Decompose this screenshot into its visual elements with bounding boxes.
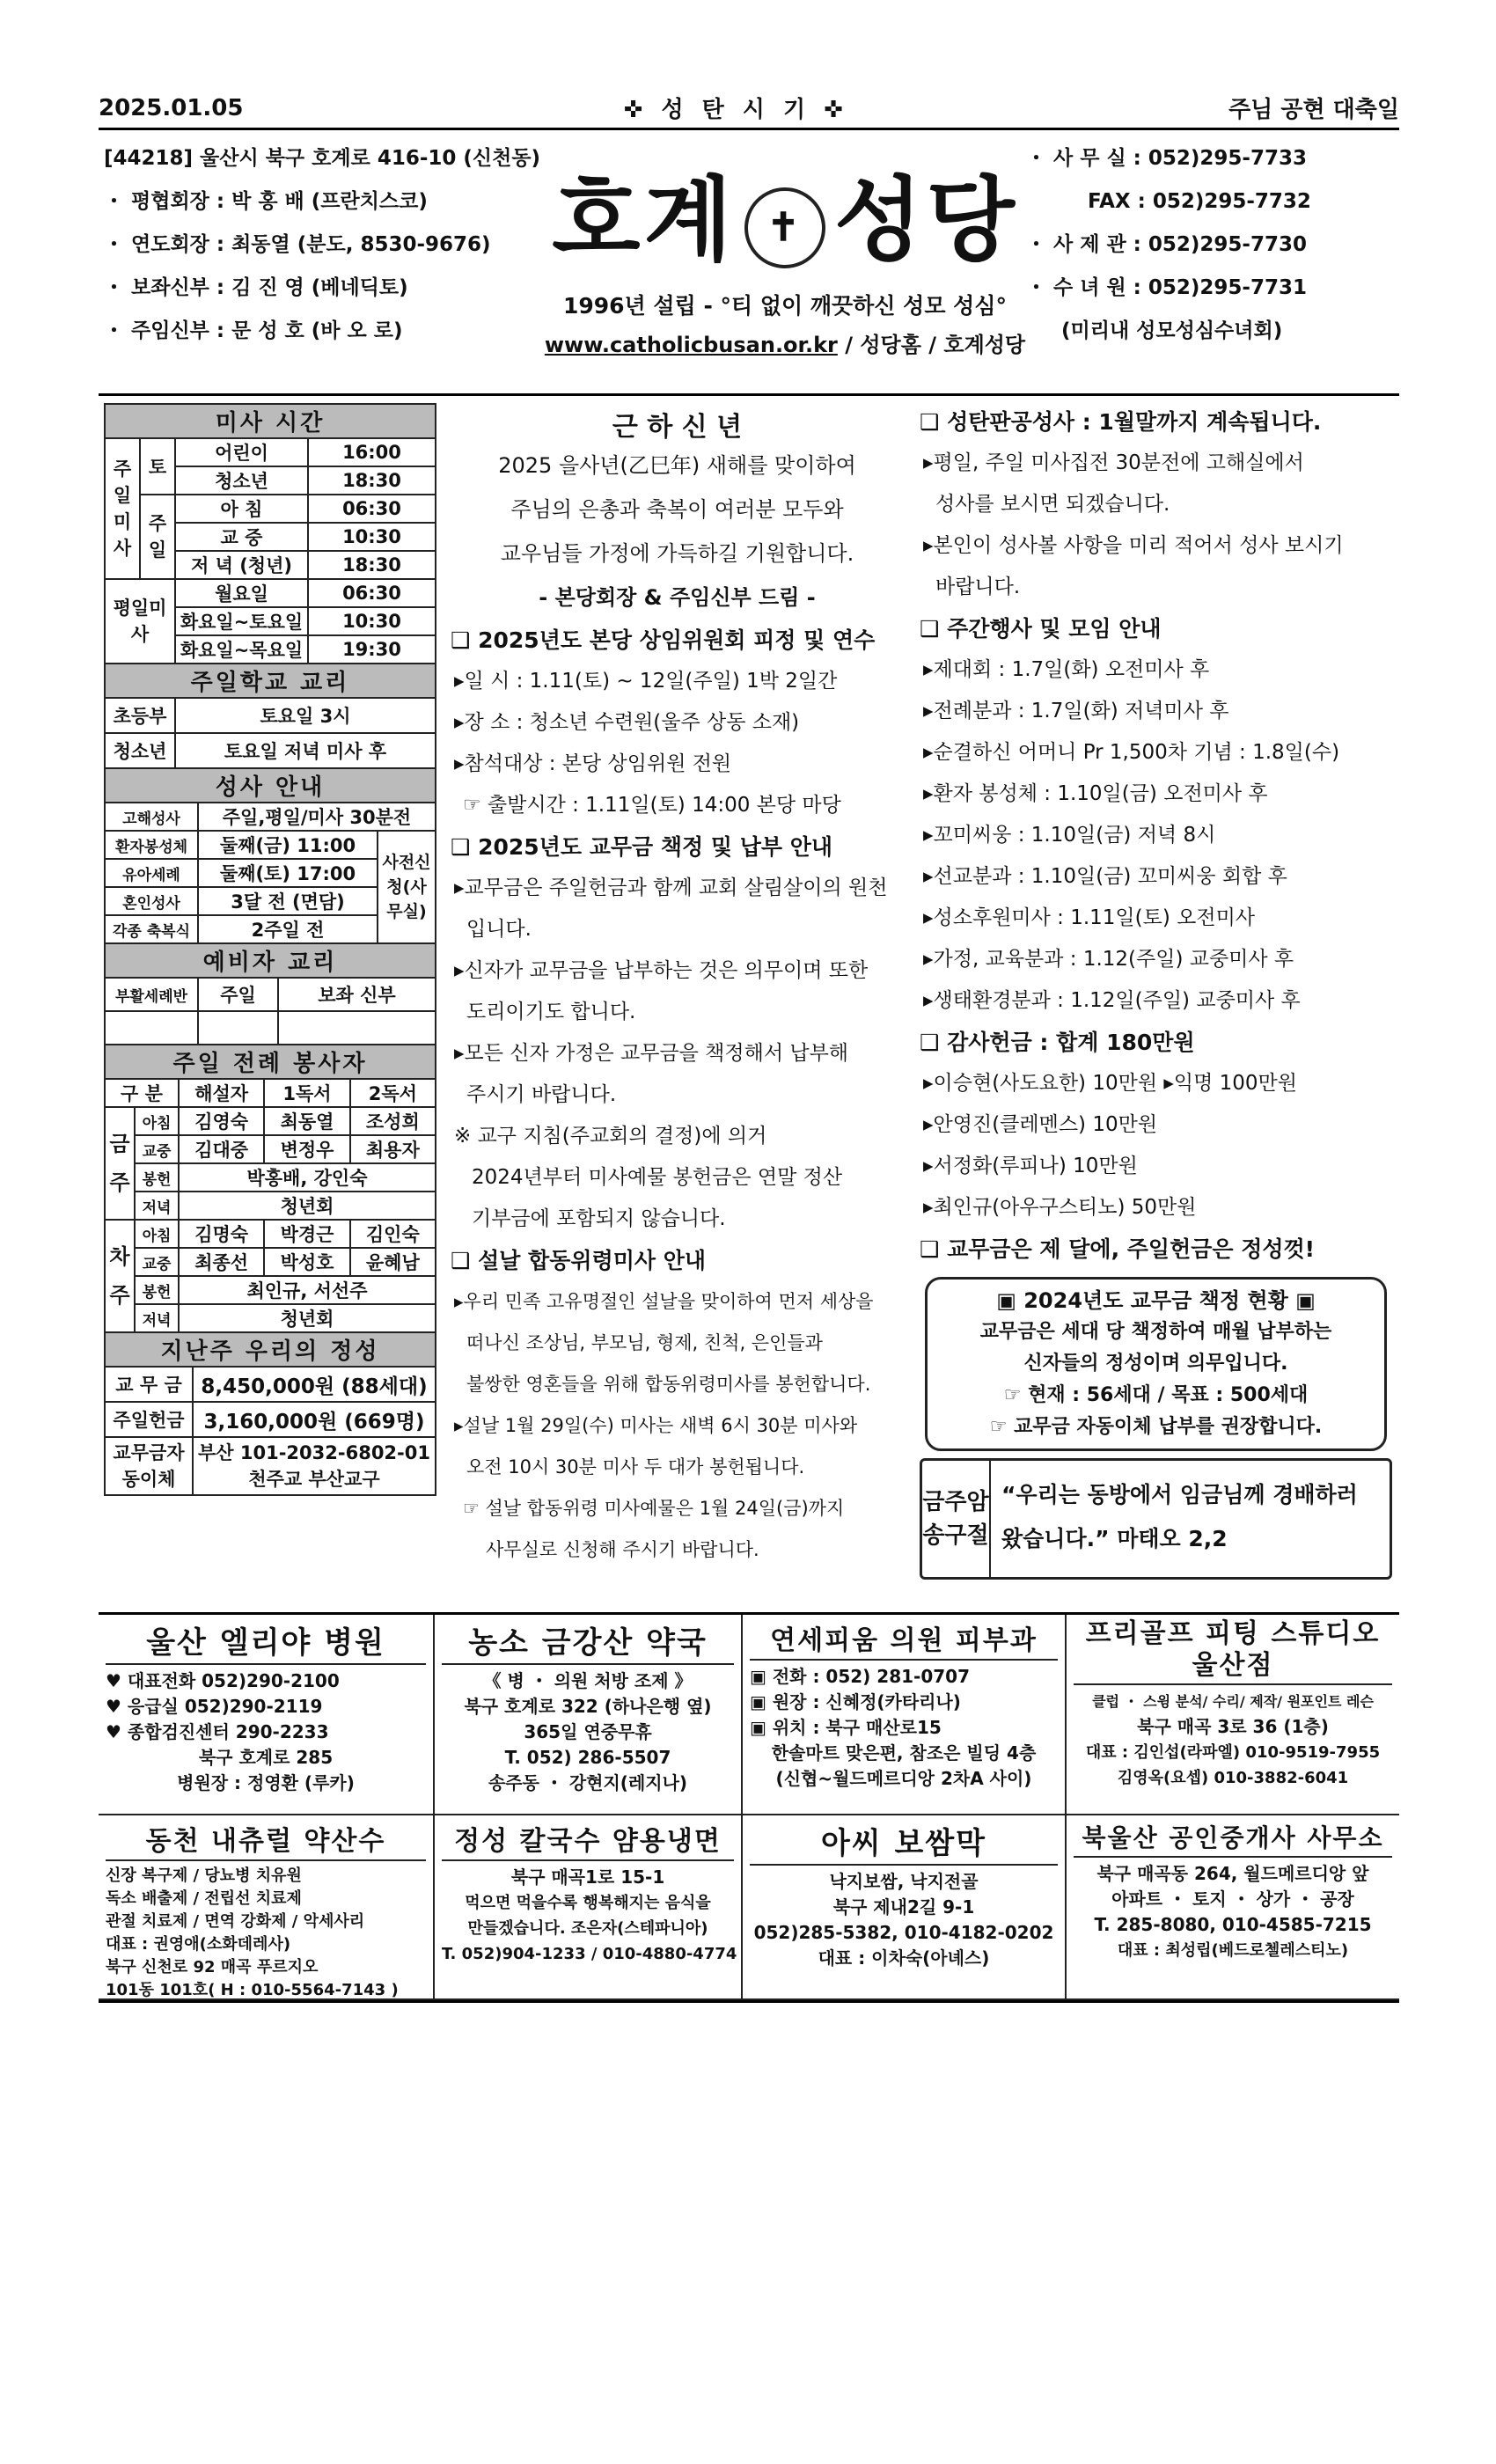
section-title: ❑ 설날 합동위령미사 안내 [451, 1248, 707, 1273]
cell: 19:30 [342, 639, 401, 660]
label: 주일미사 [105, 438, 140, 579]
text-line: ▸선교분과 : 1.10일(금) 꼬미씨웅 회합 후 [923, 865, 1287, 888]
title-part: 호계 [552, 165, 736, 274]
ad-line: 먹으면 먹을수록 행복해지는 음식을 [465, 1894, 711, 1912]
greeting-title: 근 하 신 년 [612, 412, 743, 443]
section-header: 주일 전례 봉사자 [105, 1045, 436, 1079]
text-line: 신자들의 정성이며 의무입니다. [1023, 1353, 1288, 1375]
ad-line: 북구 제내2길 9-1 [832, 1896, 975, 1918]
section-title: ❑ 주간행사 및 모임 안내 [920, 616, 1162, 642]
col-header: 구 분 [105, 1079, 179, 1107]
text-line: ☞ 현재 : 56세대 / 목표 : 500세대 [1003, 1384, 1309, 1406]
ad-noodle [435, 1815, 743, 2000]
text-line: ▸제대회 : 1.7일(화) 오전미사 후 [923, 658, 1210, 681]
ad-name: 농소 금강산 약국 [442, 1618, 734, 1665]
cell: 10:30 [342, 526, 401, 547]
cell: 아침 [135, 1220, 179, 1248]
ad-line: T. 052)904-1233 / 010-4880-4774 [442, 1945, 737, 1963]
cell: 김명숙 [179, 1220, 264, 1248]
text-line: 기부금에 포함되지 않습니다. [472, 1207, 726, 1230]
cell: 박홍배, 강인숙 [179, 1163, 436, 1192]
cell: 최종선 [179, 1248, 264, 1276]
cell: 각종 축복식 [105, 915, 198, 943]
section-title: ❑ 교무금은 제 달에, 주일헌금은 정성껏! [920, 1236, 1316, 1262]
text-line: ▸일 시 : 1.11(토) ~ 12일(주일) 1박 2일간 [454, 670, 838, 693]
text-line: 성사를 보시면 되겠습니다. [935, 493, 1170, 516]
ad-line: 김영옥(요셉) 010-3882-6041 [1117, 1769, 1349, 1787]
established: 1996년 설립 - °티 없이 깨끗하신 성모 성심° [563, 293, 1007, 319]
ad-name: 정성 칼국수 얌용냉면 [442, 1819, 734, 1861]
section-title: ❑ 감사헌금 : 합계 180만원 [920, 1030, 1195, 1055]
feast-name: 주님 공현 대축일 [1228, 97, 1399, 123]
contact-line: ・ 사 제 관 : 052)295-7730 [1026, 233, 1307, 256]
ad-name: 연세피움 의원 피부과 [750, 1618, 1058, 1661]
text-line: ▸장 소 : 청소년 수련원(울주 상동 소재) [454, 711, 800, 734]
info-line: ・ 평협회장 : 박 홍 배 (프란치스코) [104, 190, 428, 213]
cell: 월요일 [176, 580, 308, 606]
ad-pharmacy [435, 1615, 743, 1815]
ad-line: 대표 : 최성립(베드로첼레스티노) [1117, 1941, 1349, 1960]
ad-line: ♥ 응급실 052)290-2119 [106, 1696, 323, 1717]
cell: 저 녁 (청년) [176, 552, 308, 578]
cell: 토요일 3시 [175, 698, 436, 733]
masthead [539, 130, 1031, 358]
ad-line: 101동 101호( H : 010-5564-7143 ) [106, 1981, 399, 1999]
ad-bossam [743, 1815, 1067, 2000]
cell: 저녁 [135, 1304, 179, 1332]
cell: 청년회 [179, 1304, 436, 1332]
cell: 최용자 [350, 1135, 436, 1163]
week-label: 차주 [105, 1220, 135, 1332]
cell: 혼인성사 [105, 887, 198, 915]
text-line: 교우님들 가정에 가득하길 기원합니다. [500, 541, 854, 566]
contact-line: ・ 수 녀 원 : 052)295-7731 [1026, 276, 1307, 299]
ad-clinic [743, 1615, 1067, 1815]
liturgical-season: ✜ 성 탄 시 기 ✜ [623, 97, 848, 123]
ad-line: 대표 : 권영애(소화데레사) [106, 1935, 291, 1954]
text-line: ☞ 출발시간 : 1.11일(토) 14:00 본당 마당 [463, 794, 841, 817]
cell: 조성희 [350, 1107, 436, 1135]
ad-line: 대표 : 이차숙(아녜스) [818, 1947, 990, 1969]
ad-line: 대표 : 김인섭(라파엘) 010-9519-7955 [1085, 1743, 1381, 1762]
section-title: ❑ 2025년도 본당 상임위원회 피정 및 연수 [451, 627, 876, 653]
cell: 3,160,000원 (669명) [193, 1402, 436, 1437]
text-line: 바랍니다. [935, 576, 1021, 598]
ad-water [99, 1815, 435, 2000]
cell: 교중 [135, 1248, 179, 1276]
retreat-notice [451, 620, 904, 1571]
section-header: 주일학교 교리 [105, 664, 436, 698]
text-line: ▣ 2024년도 교무금 책정 현황 ▣ [996, 1288, 1316, 1313]
cell: 부활세례반 [105, 978, 198, 1011]
verse-text: “우리는 동방에서 임금님께 경배하러 왔습니다.” 마태오 2,2 [1001, 1482, 1358, 1551]
cell: 둘째(금) 11:00 [198, 831, 378, 859]
cell: 윤혜남 [350, 1248, 436, 1276]
ad-line: ▣ 위치 : 북구 매산로15 [750, 1717, 942, 1738]
ad-golf [1067, 1615, 1399, 1815]
section-header: 지난주 우리의 정성 [105, 1332, 436, 1367]
label: 주일 [140, 495, 175, 579]
ad-line: 독소 배출제 / 전립선 치료제 [106, 1889, 302, 1908]
servers-table [104, 1044, 436, 1333]
ad-line: 북구 매곡1로 15-1 [510, 1866, 665, 1888]
text-line: 입니다. [466, 918, 532, 941]
label: 평일미사 [105, 579, 175, 664]
ad-line: 신장 복구제 / 당뇨병 치유원 [106, 1866, 302, 1885]
blank-cell [278, 1012, 435, 1044]
text-line: ▸교무금은 주일헌금과 함께 교회 살림살이의 원천 [454, 876, 888, 899]
cell: 저녁 [135, 1192, 179, 1220]
cell: 아 침 [176, 495, 308, 522]
text-line: ▸우리 민족 고유명절인 설날을 맞이하여 먼저 세상을 [454, 1291, 874, 1312]
cell: 봉헌 [135, 1276, 179, 1304]
col-header: 해설자 [179, 1079, 264, 1107]
cell: 김인숙 [350, 1220, 436, 1248]
section-header: 성사 안내 [105, 768, 436, 803]
ad-line: 한솔마트 맞은편, 참조은 빌딩 4층 [771, 1742, 1037, 1764]
cell: 3달 전 (면담) [198, 887, 378, 915]
tithe-status-box [925, 1277, 1387, 1451]
ad-line: 만들겠습니다. 조은자(스테파니아) [467, 1919, 708, 1938]
cell: 최인규, 서선주 [179, 1276, 436, 1304]
text-line: ▸환자 봉성체 : 1.10일(금) 오전미사 후 [923, 782, 1268, 805]
ad-line: 052)285-5382, 010-4182-0202 [753, 1922, 1054, 1943]
info-line: ・ 주임신부 : 문 성 호 (바 오 로) [104, 319, 403, 342]
issue-date: 2025.01.05 [99, 94, 244, 121]
ad-line: (신협~월드메르디앙 2차A 사이) [775, 1768, 1032, 1789]
cell: 청소년 [105, 733, 175, 768]
section-header: 예비자 교리 [105, 943, 436, 978]
col-header: 1독서 [264, 1079, 349, 1107]
cell: 어린이 [176, 439, 308, 466]
ad-line: 북구 신천로 92 매곡 푸르지오 [106, 1958, 319, 1976]
text-line: ▸전례분과 : 1.7일(화) 저녁미사 후 [923, 700, 1229, 722]
ad-line: 관절 치료제 / 면역 강화제 / 악세사리 [106, 1912, 365, 1931]
cell: 청년회 [179, 1192, 436, 1220]
ad-line: 북구 매곡 3로 36 (1층) [1137, 1716, 1329, 1737]
ad-line: 아파트 ・ 토지 ・ 상가 ・ 공장 [1111, 1888, 1354, 1910]
address: [44218] 울산시 북구 호계로 416-10 (신천동) [104, 147, 541, 170]
cell: 사전신청(사무실) [378, 831, 436, 943]
text-line: ▸성소후원미사 : 1.11일(토) 오전미사 [923, 906, 1256, 929]
text-line: ▸순결하신 어머니 Pr 1,500차 기념 : 1.8일(수) [923, 741, 1340, 764]
cell: 청소년 [176, 467, 308, 494]
text-line: ▸신자가 교무금을 납부하는 것은 의무이며 또한 [454, 959, 869, 982]
ad-line: 병원장 : 정영환 (루카) [177, 1772, 355, 1793]
label: 토 [140, 438, 175, 495]
bulletin-page [99, 88, 1399, 2003]
middle-column [442, 396, 913, 1612]
cell: 김영숙 [179, 1107, 264, 1135]
text-line: 도리이기도 합니다. [466, 1001, 636, 1023]
cell: 교 중 [176, 524, 308, 550]
text-line: - 본당회장 & 주임신부 드림 - [539, 585, 816, 610]
text-line: ☞ 설날 합동위령 미사예물은 1월 24일(금)까지 [463, 1498, 845, 1519]
cross-seal-icon: ✝ [744, 187, 825, 268]
memory-verse [920, 1458, 1392, 1580]
greeting [451, 444, 904, 620]
text-line: ▸설날 1월 29일(수) 미사는 새벽 6시 30분 미사와 [454, 1415, 858, 1436]
cell: 아침 [135, 1107, 179, 1135]
col-header: 2독서 [350, 1079, 436, 1107]
cell: 2주일 전 [198, 915, 378, 943]
cell: 주일 [199, 979, 278, 1010]
website [539, 327, 1031, 358]
cell: 변정우 [264, 1135, 349, 1163]
cell: 최동열 [264, 1107, 349, 1135]
info-line: ・ 연도회장 : 최동열 (분도, 8530-9676) [104, 233, 491, 256]
cell: 보좌 신부 [318, 985, 396, 1006]
text-line: ▸본인이 성사볼 사항을 미리 적어서 성사 보시기 [923, 534, 1344, 557]
text-line: ☞ 교무금 자동이체 납부를 권장합니다. [989, 1416, 1323, 1438]
mass-times-table [104, 403, 436, 769]
cell: 주일헌금 [105, 1402, 193, 1437]
text-line: ※ 교구 지침(주교회의 결정)에 의거 [454, 1125, 767, 1148]
ad-line: ▣ 전화 : 052) 281-0707 [750, 1666, 970, 1687]
ad-line: 클럽 ・ 스윙 분석/ 수리/ 제작/ 원포인트 레슨 [1092, 1693, 1374, 1710]
cell: 박성호 [264, 1248, 349, 1276]
cell: 교 무 금 [105, 1367, 193, 1402]
cell: 8,450,000원 (88세대) [193, 1367, 436, 1402]
info-line: ・ 보좌신부 : 김 진 영 (베네딕토) [104, 276, 408, 299]
verse-label: 금주암송구절 [922, 1461, 991, 1577]
offering-table [104, 1331, 436, 1496]
advertisements [99, 1615, 1399, 2003]
cell: 18:30 [342, 554, 401, 576]
contact-info [1026, 137, 1396, 353]
ad-line: 365일 연중무휴 [524, 1721, 652, 1742]
text-line: ▸모든 신자 가정은 교무금을 책정해서 납부해 [454, 1042, 849, 1065]
blank-cell [199, 1012, 278, 1044]
cell: 10:30 [342, 611, 401, 632]
ad-line: ♥ 종합검진센터 290-2233 [106, 1721, 329, 1742]
text-line: 사무실로 신청해 주시기 바랍니다. [486, 1539, 759, 1560]
ad-name: 울산 엘리야 병원 [106, 1618, 426, 1665]
text-line: 교무금은 세대 당 책정하여 매월 납부하는 [979, 1321, 1332, 1343]
cell: 초등부 [105, 698, 175, 733]
ad-line: 송주동 ・ 강현지(레지나) [488, 1772, 688, 1793]
text-line: 주시기 바랍니다. [466, 1083, 617, 1106]
text-line: ▸안영진(클레멘스) 10만원 [923, 1113, 1158, 1136]
contact-line: (미리내 성모성심수녀회) [1061, 319, 1283, 342]
section-title: ❑ 2025년도 교무금 책정 및 납부 안내 [451, 834, 833, 860]
contact-line: FAX : 052)295-7732 [1088, 190, 1311, 213]
website-path: / 성당홈 / 호계성당 [837, 333, 1026, 357]
ad-name: 프리골프 피팅 스튜디오 울산점 [1074, 1618, 1392, 1685]
ad-line: ▣ 원장 : 신혜정(카타리나) [750, 1691, 961, 1712]
ad-line: T. 285-8080, 010-4585-7215 [1094, 1914, 1372, 1935]
cell: 주일,평일/미사 30분전 [198, 803, 436, 831]
main-content [99, 396, 1399, 1615]
ad-name: 북울산 공인중개사 사무소 [1074, 1819, 1392, 1858]
ad-line: 북구 매곡동 264, 월드메르디앙 앞 [1096, 1863, 1369, 1884]
text-line: ▸꼬미씨웅 : 1.10일(금) 저녁 8시 [923, 824, 1216, 847]
cell: 교중 [135, 1135, 179, 1163]
text-line: 주님의 은총과 축복이 여러분 모두와 [510, 497, 844, 522]
cell: 고해성사 [105, 803, 198, 831]
ad-name: 동천 내츄럴 약산수 [106, 1819, 426, 1861]
text-line: 불쌍한 영혼들을 위해 합동위령미사를 봉헌합니다. [466, 1374, 871, 1395]
cell: 둘째(토) 17:00 [198, 859, 378, 887]
week-label: 금주 [105, 1107, 135, 1220]
cell: 화요일~목요일 [176, 636, 308, 663]
left-column [99, 396, 442, 1612]
website-link[interactable]: www.catholicbusan.or.kr [544, 333, 838, 357]
header [99, 130, 1399, 396]
ad-line: 북구 호계로 285 [198, 1747, 334, 1768]
text-line: ▸최인규(아우구스티노) 50만원 [923, 1196, 1197, 1219]
ad-name: 아씨 보쌈막 [750, 1819, 1058, 1866]
ad-hospital [99, 1615, 435, 1815]
blank-cell [105, 1011, 198, 1045]
cell: 토요일 저녁 미사 후 [175, 733, 436, 768]
text-line: ▸가정, 교육분과 : 1.12(주일) 교중미사 후 [923, 948, 1294, 971]
ad-line: 《 병 ・ 의원 처방 조제 》 [483, 1670, 693, 1691]
top-bar [99, 88, 1399, 130]
section-title: ❑ 성탄판공성사 : 1월말까지 계속됩니다. [920, 409, 1322, 435]
ad-line: ♥ 대표전화 052)290-2100 [106, 1670, 340, 1691]
cell: 봉헌 [135, 1163, 179, 1192]
cell: 06:30 [342, 498, 401, 519]
cell: 교무금자동이체 [105, 1437, 193, 1495]
section-header: 미사 시간 [105, 404, 436, 438]
cell: 16:00 [342, 442, 401, 463]
text-line: ▸참석대상 : 본당 상임위원 전원 [454, 752, 732, 775]
ad-line: 낙지보쌈, 낙지전골 [829, 1871, 979, 1892]
cell: 06:30 [342, 583, 401, 604]
ad-line: 북구 호계로 322 (하나은행 옆) [464, 1696, 712, 1717]
cell: 화요일~토요일 [176, 608, 308, 634]
cell: 18:30 [342, 470, 401, 491]
cell: 유아세례 [105, 859, 198, 887]
title-part: 성당 [834, 165, 1018, 274]
cell: 김대중 [179, 1135, 264, 1163]
parish-title [539, 146, 1031, 278]
text-line: ▸평일, 주일 미사집전 30분전에 고해실에서 [923, 451, 1304, 474]
text-line: ▸이승현(사도요한) 10만원 ▸익명 100만원 [923, 1072, 1297, 1095]
text-line: 떠나신 조상님, 부모님, 형제, 친척, 은인들과 [466, 1332, 823, 1353]
right-column [913, 396, 1399, 1612]
sacrament-table [104, 767, 436, 1045]
text-line: ▸생태환경분과 : 1.12일(주일) 교중미사 후 [923, 989, 1301, 1012]
notices [920, 401, 1392, 1270]
contact-line: ・ 사 무 실 : 052)295-7733 [1026, 147, 1307, 170]
ad-realtor [1067, 1815, 1399, 2000]
parish-info [104, 137, 553, 353]
cell: 부산 101-2032-6802-01 천주교 부산교구 [193, 1437, 436, 1495]
cell: 환자봉성체 [105, 831, 198, 859]
text-line: 오전 10시 30분 미사 두 대가 봉헌됩니다. [466, 1456, 805, 1478]
text-line: 2025 을사년(乙巳年) 새해를 맞이하여 [498, 453, 856, 478]
cell: 박경근 [264, 1220, 349, 1248]
text-line: 2024년부터 미사예물 봉헌금은 연말 정산 [472, 1166, 843, 1189]
text-line: ▸서정화(루피나) 10만원 [923, 1155, 1138, 1177]
ad-line: T. 052) 286-5507 [504, 1747, 671, 1768]
